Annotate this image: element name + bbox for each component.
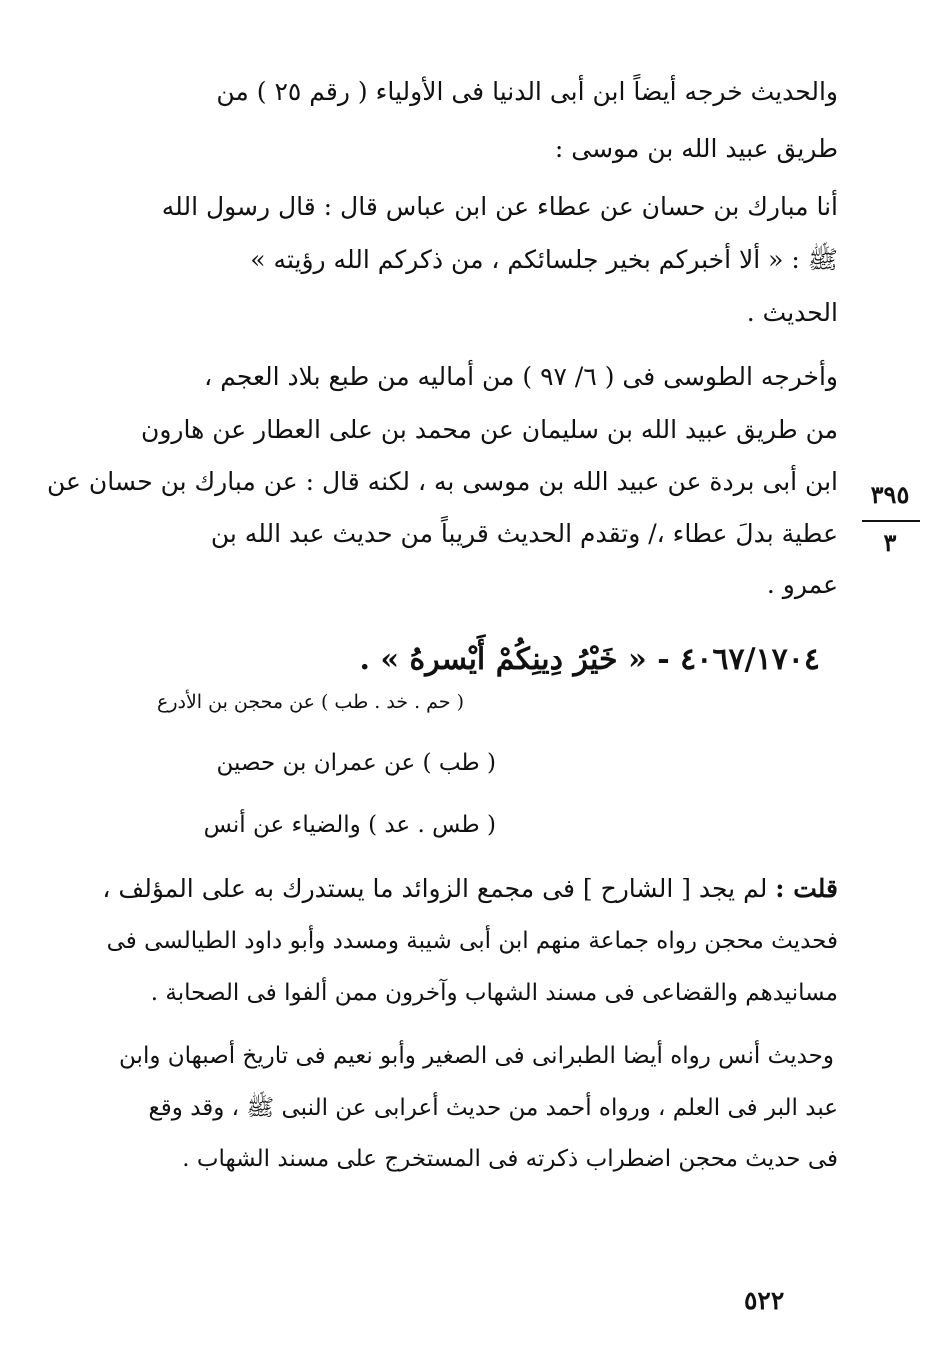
text-line: والحديث خرجه أيضاً ابن أبى الدنيا فى الأولياء ( رقم ٢٥ ) من <box>216 77 838 106</box>
text-span: لم يجد [ الشارح ] فى مجمع الزوائد ما يستدرك به على المؤلف ، <box>102 874 768 903</box>
text-line: ﷺ : « ألا أخبركم بخير جلسائكم ، من ذكركم الله رؤيته » <box>250 245 838 274</box>
qultu-label: قلت : <box>775 874 838 903</box>
text-line: وأخرجه الطوسى فى ( ٦/ ٩٧ ) من أماليه من طبع بلاد العجم ، <box>204 362 838 391</box>
text-line <box>102 869 838 909</box>
text-line: أنا مبارك بن حسان عن عطاء عن ابن عباس قال : قال رسول الله <box>161 192 838 221</box>
text-line: ابن أبى بردة عن عبيد الله بن موسى به ، لكنه قال : عن مبارك بن حسان عن <box>47 467 838 496</box>
margin-divider <box>862 520 920 522</box>
text-line: عطية بدلَ عطاء ،/ وتقدم الحديث قريباً من حديث عبد الله بن <box>210 519 838 548</box>
margin-reference-bottom: ٣ <box>883 528 897 557</box>
source-line: ( طب ) عن عمران بن حصين <box>216 750 496 776</box>
margin-reference-top: ٣٩٥ <box>870 480 910 509</box>
text-line: فى حديث محجن اضطراب ذكرته فى المستخرج على مسند الشهاب . <box>182 1146 838 1172</box>
source-line: ( طس . عد ) والضياء عن أنس <box>203 812 496 838</box>
text-line: الحديث . <box>746 298 838 327</box>
text-line: فحديث محجن رواه جماعة منهم ابن أبى شيبة ومسدد وأبو داود الطيالسى فى <box>106 928 838 954</box>
page-number: ٥٢٢ <box>744 1286 785 1315</box>
hadith-heading: ٤٠٦٧/١٧٠٤ - « خَيْرُ دِينِكُمْ أَيْسرهُ » . <box>359 642 820 677</box>
source-line: ( حم . خد . طب ) عن محجن بن الأدرع <box>157 691 464 713</box>
text-line: مسانيدهم والقضاعى فى مسند الشهاب وآخرون ممن ألفوا فى الصحابة . <box>150 980 838 1006</box>
text-line: عبد البر فى العلم ، ورواه أحمد من حديث أعرابى عن النبى ﷺ ، وقد وقع <box>148 1095 838 1121</box>
text-line: وحديث أنس رواه أيضا الطبرانى فى الصغير وأبو نعيم فى تاريخ أصبهان وابن <box>119 1043 834 1069</box>
text-line: طريق عبيد الله بن موسى : <box>554 134 838 163</box>
text-line: عمرو . <box>766 570 838 599</box>
text-line: من طريق عبيد الله بن سليمان عن محمد بن على العطار عن هارون <box>141 415 838 444</box>
